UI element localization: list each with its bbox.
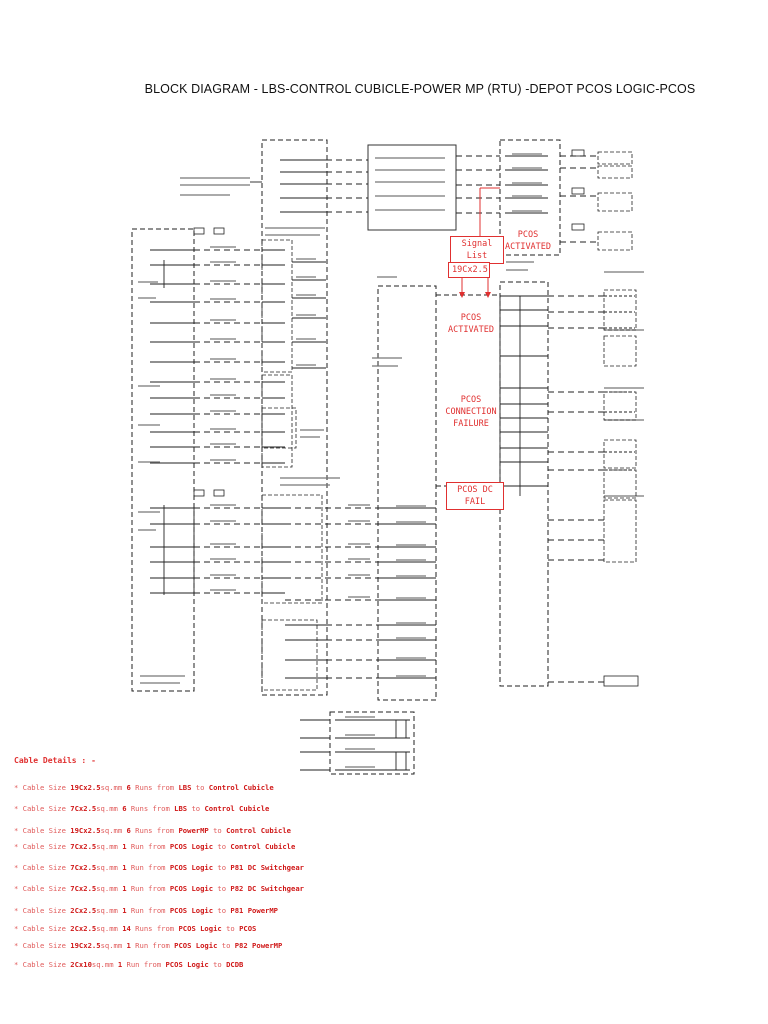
- cable-detail-size: 2Cx2.5: [70, 906, 97, 915]
- cable-detail-mid1: sq.mm: [96, 804, 123, 813]
- cable-detail-mid1: sq.mm: [96, 924, 123, 933]
- cable-detail-line: [14, 960, 243, 969]
- cable-detail-line: [14, 842, 295, 851]
- diagram-title: BLOCK DIAGRAM - LBS-CONTROL CUBICLE-POWER MP (RTU) -DEPOT PCOS LOGIC-PCOS: [144, 82, 696, 96]
- tag-box: [214, 490, 224, 496]
- cable-detail-size: 7Cx2.5: [70, 884, 97, 893]
- cable-detail-mid2: Runs from: [130, 924, 179, 933]
- cable-detail-to: P81 DC Switchgear: [230, 863, 304, 872]
- cable-detail-mid1: sq.mm: [100, 941, 127, 950]
- tag-box: [194, 228, 204, 234]
- tag-box: [572, 224, 584, 230]
- cable-detail-from: PowerMP: [178, 826, 209, 835]
- cable-detail-mid3: to: [213, 842, 231, 851]
- cable-detail-size: 2Cx10: [70, 960, 92, 969]
- cable-detail-mid3: to: [213, 863, 231, 872]
- cable-detail-size: 7Cx2.5: [70, 842, 97, 851]
- cable-detail-mid3: to: [213, 906, 231, 915]
- cable-detail-mid2: Runs from: [126, 804, 175, 813]
- cable-detail-mid2: Runs from: [130, 826, 179, 835]
- cable-detail-mid1: sq.mm: [96, 906, 123, 915]
- pcos-logic-panel: [500, 282, 548, 686]
- cable-detail-line: [14, 906, 278, 915]
- cable-detail-mid3: to: [213, 884, 231, 893]
- pcos-box: [604, 392, 636, 420]
- cable-detail-pre: * Cable Size: [14, 863, 71, 872]
- signal-list-label: Signal List: [450, 236, 504, 264]
- cable-detail-pre: * Cable Size: [14, 842, 71, 851]
- cable-detail-from: PCOS Logic: [165, 960, 209, 969]
- cable-detail-runs: 1: [122, 842, 127, 851]
- cable-detail-mid3: to: [191, 783, 209, 792]
- tag-box: [572, 188, 584, 194]
- output-box: [598, 232, 632, 250]
- cable-detail-to: Control Cubicle: [230, 842, 296, 851]
- cable-detail-mid1: sq.mm: [100, 783, 127, 792]
- cable-detail-mid1: sq.mm: [96, 842, 123, 851]
- cable-detail-mid3: to: [208, 960, 227, 969]
- cable-detail-to: P81 PowerMP: [230, 906, 279, 915]
- cable-detail-mid3: to: [208, 826, 227, 835]
- cable-detail-size: 19Cx2.5: [70, 826, 101, 835]
- cable-detail-mid2: Run from: [126, 906, 170, 915]
- cable-detail-runs: 6: [126, 783, 131, 792]
- control-cubicle-panel: [262, 140, 327, 695]
- cable-detail-pre: * Cable Size: [14, 960, 71, 969]
- cable-detail-line: [14, 826, 291, 835]
- tag-box: [572, 150, 584, 156]
- cable-detail-mid2: Run from: [130, 941, 175, 950]
- cable-detail-pre: * Cable Size: [14, 884, 71, 893]
- cable-detail-from: LBS: [174, 804, 188, 813]
- cable-detail-from: PCOS Logic: [178, 924, 222, 933]
- cable-detail-mid1: sq.mm: [91, 960, 118, 969]
- tag-box: [194, 490, 204, 496]
- cable-detail-size: 7Cx2.5: [70, 804, 97, 813]
- cable-detail-runs: 6: [122, 804, 127, 813]
- cable-detail-line: [14, 804, 269, 813]
- cable-detail-from: PCOS Logic: [169, 842, 214, 851]
- pcos-box: [604, 500, 636, 562]
- cable-detail-from: PCOS Logic: [169, 863, 214, 872]
- pcos-box: [604, 440, 636, 468]
- cable-detail-size: 19Cx2.5: [70, 783, 101, 792]
- cable-detail-runs: 1: [122, 863, 127, 872]
- cable-detail-size: 2Cx2.5: [70, 924, 97, 933]
- output-box: [598, 193, 632, 211]
- cable-detail-runs: 1: [126, 941, 131, 950]
- cable-detail-size: 7Cx2.5: [70, 863, 97, 872]
- cable-detail-to: Control Cubicle: [208, 783, 274, 792]
- pcos-box: [604, 676, 638, 686]
- cable-detail-runs: 6: [126, 826, 131, 835]
- bottom-panel: [330, 712, 414, 774]
- cable-details-heading: Cable Details : -: [14, 756, 96, 765]
- cable-detail-line: [14, 941, 282, 950]
- pcos-activated-top-label: PCOS ACTIVATED: [504, 230, 552, 252]
- cable-detail-from: PCOS Logic: [174, 941, 218, 950]
- cable-detail-runs: 1: [122, 884, 127, 893]
- cable-detail-from: PCOS Logic: [169, 884, 214, 893]
- cable-detail-pre: * Cable Size: [14, 804, 71, 813]
- cable-detail-mid3: to: [187, 804, 205, 813]
- cubicle-section: [262, 620, 317, 690]
- cable-detail-to: P82 DC Switchgear: [230, 884, 304, 893]
- cable-detail-mid1: sq.mm: [100, 826, 127, 835]
- cable-detail-mid3: to: [217, 941, 235, 950]
- output-box: [598, 152, 632, 164]
- cable-detail-line: [14, 884, 304, 893]
- cable-detail-pre: * Cable Size: [14, 906, 71, 915]
- cable-19c-label: 19Cx2.5: [448, 262, 490, 278]
- cable-detail-runs: 1: [122, 906, 127, 915]
- pcos-activated-mid-label: PCOS ACTIVATED: [447, 313, 495, 335]
- cable-detail-runs: 1: [117, 960, 123, 969]
- cable-detail-mid3: to: [221, 924, 240, 933]
- cable-detail-to: Control Cubicle: [226, 826, 291, 835]
- pcos-box: [604, 470, 636, 498]
- pcos-box: [604, 336, 636, 366]
- cable-detail-size: 19Cx2.5: [70, 941, 101, 950]
- pcos-dc-fail-label: PCOS DC FAIL: [446, 482, 504, 510]
- cable-detail-mid2: Run from: [126, 884, 170, 893]
- cable-detail-from: PCOS Logic: [169, 906, 214, 915]
- tag-box: [214, 228, 224, 234]
- cable-detail-pre: * Cable Size: [14, 924, 71, 933]
- cable-detail-mid2: Run from: [126, 842, 170, 851]
- cable-detail-line: [14, 863, 304, 872]
- cable-detail-line: [14, 783, 274, 792]
- cable-detail-runs: 14: [122, 924, 131, 933]
- cubicle-section: [262, 240, 292, 372]
- cable-detail-pre: * Cable Size: [14, 783, 71, 792]
- cable-detail-from: LBS: [178, 783, 192, 792]
- cable-detail-pre: * Cable Size: [14, 941, 71, 950]
- cable-detail-line: [14, 924, 256, 933]
- cable-detail-mid1: sq.mm: [96, 884, 123, 893]
- cubicle-section: [262, 375, 292, 467]
- cable-detail-to: Control Cubicle: [204, 804, 270, 813]
- cable-detail-to: DCDB: [226, 960, 244, 969]
- cable-detail-to: PCOS: [239, 924, 257, 933]
- cubicle-section: [262, 495, 322, 603]
- cable-detail-mid2: Run from: [126, 863, 170, 872]
- pcos-connection-failure-label: PCOS CONNECTION FAILURE: [445, 395, 497, 429]
- cable-detail-to: P82 PowerMP: [234, 941, 283, 950]
- cable-detail-mid2: Runs from: [130, 783, 179, 792]
- cable-detail-pre: * Cable Size: [14, 826, 71, 835]
- output-box: [598, 166, 632, 178]
- cable-detail-mid1: sq.mm: [96, 863, 123, 872]
- cable-detail-mid2: Run from: [122, 960, 166, 969]
